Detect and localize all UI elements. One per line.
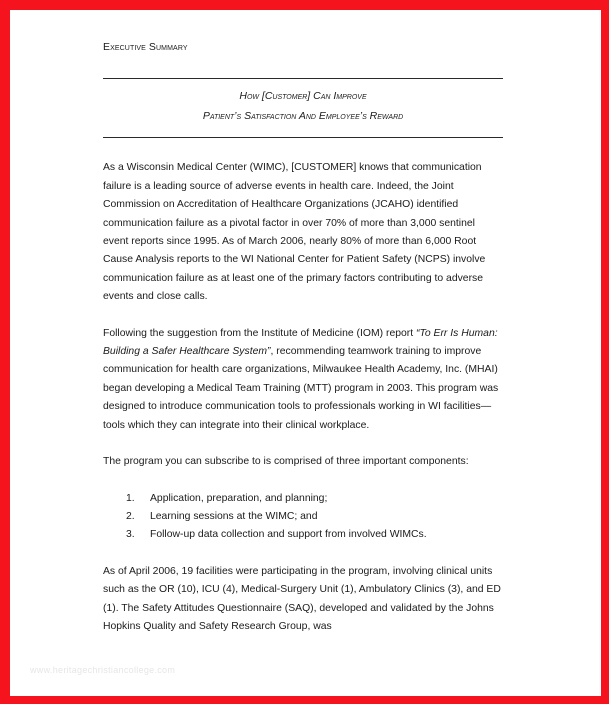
paragraph-4: As of April 2006, 19 facilities were participating in the program, involving clinical units such as the OR (10), ICU (4), Medical-Surgery Unit (1), Ambulatory Clinics (3), and ED (1). The Safety Attitudes Questionnaire (SAQ), developed and validated by the Johns Hopkins Quality and Safety Research Group, was (103, 565, 501, 632)
watermark-text: www.heritagechristiancollege.com (30, 665, 176, 675)
paragraph-3: The program you can subscribe to is comprised of three important components: (103, 456, 469, 468)
paragraph-2 (103, 325, 503, 435)
components-list (103, 490, 503, 545)
paragraph-1: As a Wisconsin Medical Center (WIMC), [CUSTOMER] knows that communication failure is a leading source of adverse events in health care. Indeed, the Joint Commission on Accreditation of Healthcare Organizations (JCAHO) identified communication failure as a pivotal factor in over 70% of more than 3,000 sentinel event reports since 1995. As of March 2006, nearly 80% of more than 6,000 Root Cause Analysis reports to the WI National Center for Patient Safety (NCPS) involve communication failure as at least one of the primary factors contributing to adverse events and close calls. (103, 162, 486, 303)
paragraph-2-rest: , recommending teamwork training to improve communication for health care organizations, Milwaukee Health Academy, Inc. (MHAI) began developing a Medical Team Training (MTT) program in 2003. This program was designed to introduce communication tools to professionals working in WI facilities—tools which they can integrate into their clinical workplace. (103, 346, 499, 431)
list-item-text: Learning sessions at the WIMC; and (150, 510, 318, 522)
bottom-rule (103, 137, 503, 138)
document-body (103, 159, 503, 636)
list-item-number: 1. (126, 492, 135, 504)
document-page (103, 38, 503, 654)
title-line-1: How [Customer] Can Improve (239, 90, 367, 103)
title-block (103, 79, 503, 137)
document-header: Executive Summary (103, 41, 188, 53)
list-item (103, 490, 503, 508)
list-item-number: 2. (126, 510, 135, 522)
report-title-italic: “To Err Is Human: Building a Safer Healthcare System” (103, 327, 498, 358)
paragraph-2-lead: Following the suggestion from the Institute of Medicine (IOM) report (103, 327, 417, 339)
list-item-text: Follow-up data collection and support from involved WIMCs. (150, 529, 427, 541)
list-item-text: Application, preparation, and planning; (150, 492, 328, 504)
list-item (103, 526, 503, 544)
title-line-2: Patient’s Satisfaction And Employee’s Reward (202, 109, 404, 122)
list-item (103, 508, 503, 526)
list-item-number: 3. (126, 529, 135, 541)
